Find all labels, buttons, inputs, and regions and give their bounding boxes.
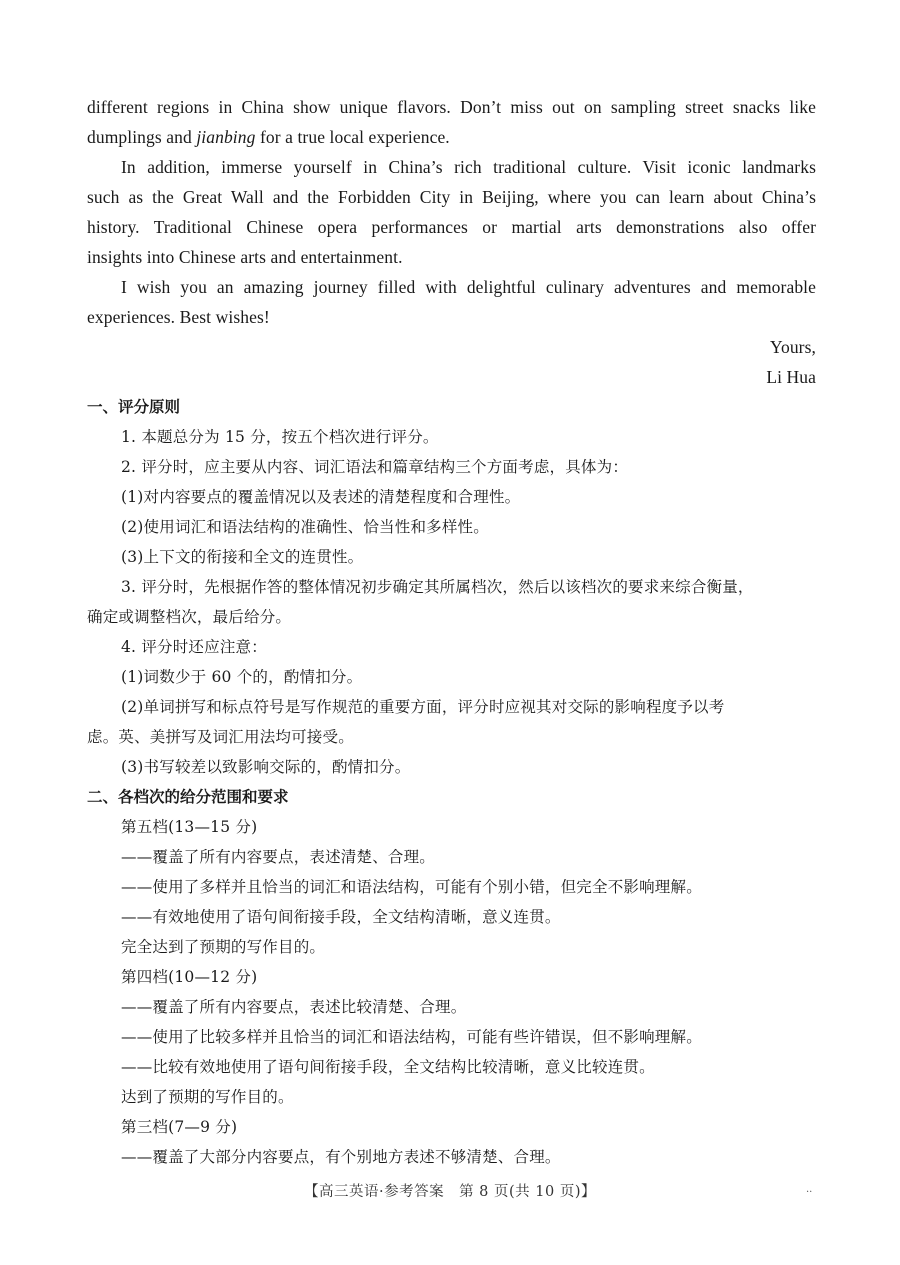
rule-line: 2. 评分时，应主要从内容、词汇语法和篇章结构三个方面考虑，具体为：	[121, 458, 629, 476]
letter-text: history. Traditional Chinese opera performances or martial arts demonstrations also offer	[87, 217, 816, 237]
letter-text: different regions in China show unique flavors. Don’t miss out on sampling street snacks like	[87, 97, 816, 117]
letter-text: dumplings and	[87, 127, 197, 147]
rule-line: (1)词数少于 60 个的，酌情扣分。	[121, 668, 363, 686]
letter-line	[87, 122, 816, 152]
band-criterion: ——使用了多样并且恰当的词汇和语法结构，可能有个别小错，但完全不影响理解。	[121, 878, 702, 896]
rule-line: (3)书写较差以致影响交际的，酌情扣分。	[121, 758, 411, 776]
band-criterion: ——覆盖了所有内容要点，表述比较清楚、合理。	[121, 998, 467, 1016]
band-title: 第四档(10—12 分)	[121, 968, 258, 986]
letter-text: such as the Great Wall and the Forbidden City in Beijing, where you can learn about China’s	[87, 187, 816, 207]
band-title: 第三档(7—9 分)	[121, 1118, 238, 1136]
letter-line	[87, 242, 816, 272]
letter-line	[87, 302, 816, 332]
letter-signature: Li Hua	[766, 367, 816, 387]
letter-line	[87, 152, 816, 182]
letter-line	[87, 92, 816, 122]
section-heading-scoring-principles: 一、评分原则	[87, 398, 181, 416]
letter-text: insights into Chinese arts and entertainment.	[87, 247, 403, 267]
rule-line: 3. 评分时，先根据作答的整体情况初步确定其所属档次，然后以该档次的要求来综合衡量，	[121, 578, 754, 596]
band-criterion: ——比较有效地使用了语句间衔接手段，全文结构比较清晰，意义比较连贯。	[121, 1058, 655, 1076]
rule-line: (2)使用词汇和语法结构的准确性、恰当性和多样性。	[121, 518, 489, 536]
rule-line: 1. 本题总分为 15 分，按五个档次进行评分。	[121, 428, 439, 446]
band-title: 第五档(13—15 分)	[121, 818, 258, 836]
page-footer: 【高三英语·参考答案 第 8 页(共 10 页)】	[303, 1184, 597, 1200]
footer-marker: ..	[806, 1184, 813, 1195]
letter-line	[87, 212, 816, 242]
section-heading-score-bands: 二、各档次的给分范围和要求	[87, 788, 289, 806]
rule-line: (3)上下文的衔接和全文的连贯性。	[121, 548, 364, 566]
letter-text: I wish you an amazing journey filled with delightful culinary adventures and memorable	[121, 277, 816, 297]
rule-line: 确定或调整档次，最后给分。	[87, 608, 292, 626]
letter-closing: Yours,	[770, 337, 816, 357]
band-summary: 达到了预期的写作目的。	[121, 1088, 294, 1106]
letter-italic-word: jianbing	[196, 127, 256, 147]
band-criterion: ——覆盖了所有内容要点，表述清楚、合理。	[121, 848, 436, 866]
rule-line: (2)单词拼写和标点符号是写作规范的重要方面，评分时应视其对交际的影响程度予以考	[121, 698, 725, 716]
letter-text: for a true local experience.	[255, 127, 450, 147]
band-criterion: ——使用了比较多样并且恰当的词汇和语法结构，可能有些许错误，但不影响理解。	[121, 1028, 702, 1046]
band-criterion: ——覆盖了大部分内容要点，有个别地方表述不够清楚、合理。	[121, 1148, 561, 1166]
band-criterion: ——有效地使用了语句间衔接手段，全文结构清晰，意义连贯。	[121, 908, 561, 926]
answer-page	[87, 92, 816, 1172]
letter-text: experiences. Best wishes!	[87, 307, 270, 327]
band-summary: 完全达到了预期的写作目的。	[121, 938, 326, 956]
rule-line: (1)对内容要点的覆盖情况以及表述的清楚程度和合理性。	[121, 488, 521, 506]
rule-line: 虑。英、美拼写及词汇用法均可接受。	[87, 728, 354, 746]
rule-line: 4. 评分时还应注意：	[121, 638, 267, 656]
letter-line	[87, 182, 816, 212]
letter-text: In addition, immerse yourself in China’s rich traditional culture. Visit iconic landmarks	[121, 157, 816, 177]
letter-line	[87, 272, 816, 302]
